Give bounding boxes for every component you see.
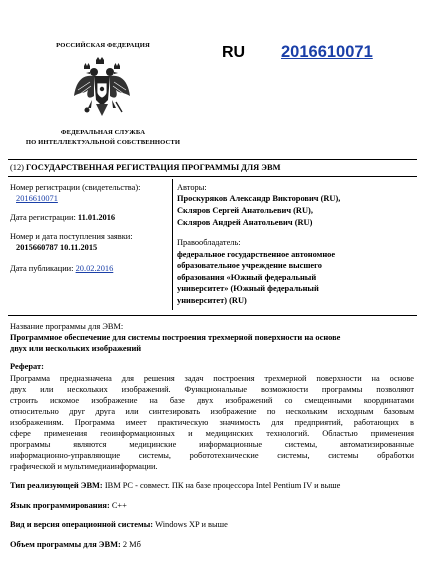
country-code: RU	[222, 44, 246, 61]
abstract-label: Реферат:	[10, 362, 44, 371]
divider-title	[8, 176, 417, 177]
abstract-line-1: Программа предназначена для решения задач построения трехмерной поверхности на основе	[10, 374, 414, 383]
spec-label: Вид и версия операционной системы:	[10, 520, 154, 529]
reg-date-value: 11.01.2016	[77, 213, 116, 222]
application-label: Номер и дата поступления заявки:	[10, 232, 133, 241]
spec-label: Объем программы для ЭВМ:	[10, 540, 121, 549]
abstract-line-7: программы являются медицинские информационные системы, автоматизированные	[10, 440, 414, 449]
spec-label: Язык программирования:	[10, 501, 110, 510]
publication-date	[10, 264, 113, 274]
column-divider	[172, 179, 173, 310]
divider-middle	[8, 315, 417, 316]
spec-value: 2 Мб	[120, 540, 141, 549]
agency-line-1: ФЕДЕРАЛЬНАЯ СЛУЖБА	[60, 129, 146, 136]
spec-size	[10, 540, 141, 550]
agency-line-2: ПО ИНТЕЛЛЕКТУАЛЬНОЙ СОБСТВЕННОСТИ	[25, 139, 181, 146]
reg-date	[10, 213, 115, 223]
author-1: Проскуряков Александр Викторович (RU),	[177, 194, 341, 203]
abstract-line-6: сфере применения геоинформационных и медицинских технологий. Областью применения	[10, 429, 414, 438]
document-title	[10, 163, 280, 173]
spec-value: IBM PC - совмест. ПК на базе процессора Intel Pentium IV и выше	[102, 481, 341, 490]
abstract-line-4: относительно друг друга или синтезировать изображение по нескольким исходным базовым	[10, 407, 414, 416]
holder-line-2: образовательное учреждение высшего	[177, 261, 322, 270]
reg-number-link[interactable]: 2016610071	[16, 194, 58, 203]
publication-date-label: Дата публикации:	[10, 264, 74, 273]
author-2: Скляров Сергей Анатольевич (RU),	[177, 206, 313, 215]
abstract-line-8: информационно-управляющие системы, робототехнические системы, системы обработки	[10, 451, 414, 460]
spec-label: Тип реализующей ЭВМ:	[10, 481, 103, 490]
spec-value: Windows XP и выше	[153, 520, 228, 529]
kind-code: (12)	[10, 163, 24, 172]
reg-number-label: Номер регистрации (свидетельства):	[10, 183, 141, 192]
publication-date-link[interactable]: 20.02.2016	[75, 264, 114, 273]
holder-line-5: университет) (RU)	[177, 296, 247, 305]
divider-top	[8, 159, 417, 160]
country-name: РОССИЙСКАЯ ФЕДЕРАЦИЯ	[56, 42, 150, 49]
spec-value: C++	[109, 501, 127, 510]
spec-computer-type	[10, 481, 340, 491]
program-name-label: Название программы для ЭВМ:	[10, 322, 124, 331]
spec-language	[10, 501, 127, 511]
author-3: Скляров Андрей Анатольевич (RU)	[177, 218, 313, 227]
document-number-link[interactable]: 2016610071	[281, 43, 373, 61]
authors-label: Авторы:	[177, 183, 207, 192]
holder-line-4: университет» (Южный федеральный	[177, 284, 319, 293]
abstract-line-9: графической и мультимедиаинформации.	[10, 462, 158, 471]
holder-label: Правообладатель:	[177, 238, 241, 247]
program-name-line-2: двух или нескольких изображений	[10, 344, 142, 353]
application-value: 2015660787 10.11.2015	[16, 243, 98, 252]
program-name-line-1: Программное обеспечение для системы построения трехмерной поверхности на основе	[10, 333, 341, 342]
holder-line-3: образования «Южный федеральный	[177, 273, 317, 282]
abstract-line-2: двух или нескольких изображений. Функциональные возможности программы позволяют	[10, 385, 414, 394]
abstract-line-3: строить искомое изображение на базе двух изображений со смещенными координатами	[10, 396, 414, 405]
title-text: ГОСУДАРСТВЕННАЯ РЕГИСТРАЦИЯ ПРОГРАММЫ ДЛЯ ЭВМ	[26, 163, 281, 172]
holder-line-1: федеральное государственное автономное	[177, 250, 336, 259]
russian-coat-of-arms-icon	[72, 56, 132, 118]
reg-date-label: Дата регистрации:	[10, 213, 76, 222]
spec-os	[10, 520, 228, 530]
abstract-line-5: изображениям. Программа имеет практическую значимость для предприятий, работающих в	[10, 418, 414, 427]
